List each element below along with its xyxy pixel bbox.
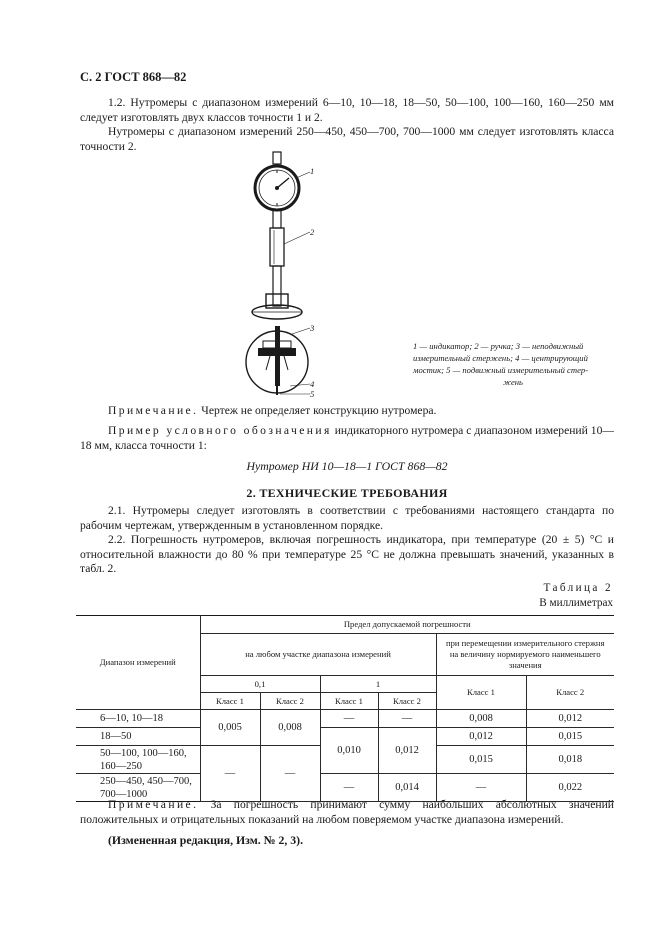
header-class-2: Класс 2	[260, 693, 320, 710]
table-cell: —	[436, 774, 526, 802]
table-cell: —	[260, 746, 320, 802]
callout-4: 4	[310, 379, 315, 389]
legend-line: мостик; 5 — подвижный измерительный стер-	[413, 365, 589, 375]
callout-1: 1	[310, 166, 315, 176]
header-step-0-1: 0,1	[200, 676, 320, 693]
clause-2-2-paragraph: 2.2. Погрешность нутромеров, включая погрешность индикатора, при температуре (20 ± 5) °С и относительной влажности до 80 % при температуре 25 °С не должна превышать значений, указанных в табл. 2.	[80, 533, 614, 576]
table-cell: 0,018	[526, 746, 614, 774]
header-class-2: Класс 2	[378, 693, 436, 710]
section-title: 2. ТЕХНИЧЕСКИЕ ТРЕБОВАНИЯ	[246, 486, 448, 500]
example-label: Пример условного обозначения	[108, 424, 332, 437]
table-cell: 0,012	[436, 728, 526, 746]
table-cell-range: 6—10, 10—18	[76, 710, 200, 728]
table-cell: —	[378, 710, 436, 728]
header-class-2: Класс 2	[526, 676, 614, 710]
table-cell-range: 50—100, 100—160, 160—250	[76, 746, 200, 774]
designation-example	[80, 424, 614, 453]
table-cell: 0,010	[320, 728, 378, 774]
callout-3: 3	[310, 323, 315, 333]
table-label: Таблица 2	[543, 582, 613, 594]
note-label: Примечание.	[108, 404, 199, 417]
header-range: Диапазон измерений	[76, 616, 200, 710]
page-header: С. 2 ГОСТ 868—82	[80, 70, 187, 84]
bore-gauge-drawing	[230, 148, 330, 400]
example-text: индикаторного нутромера с диапазоном измерений 10—18 мм, класса точности 1:	[80, 424, 614, 452]
callout-5: 5	[310, 389, 315, 399]
table-cell: —	[320, 774, 378, 802]
table-cell: 0,015	[526, 728, 614, 746]
header-step-1: 1	[320, 676, 436, 693]
legend-line: измерительный стержень; 4 — центрирующий	[413, 353, 588, 363]
note-text: За погрешность принимают сумму наибольших абсолютных значений положительных и отрицательных показаний на любом поверяемом участке диапазона измерений.	[80, 798, 614, 826]
header-movement: при перемещении измерительного стержня на величину нормируемого наименьшего значения	[436, 634, 614, 676]
table-cell-range: 18—50	[76, 728, 200, 746]
note-label: Примечание.	[108, 798, 199, 811]
table-cell: 0,012	[378, 728, 436, 774]
table-cell: 0,012	[526, 710, 614, 728]
header-class-1: Класс 1	[436, 676, 526, 710]
note-text: Чертеж не определяет конструкцию нутромера.	[198, 404, 437, 417]
table-cell: 0,014	[378, 774, 436, 802]
table-cell: 0,005	[200, 710, 260, 746]
table-cell: 0,008	[260, 710, 320, 746]
amendment-note: (Измененная редакция, Изм. № 2, 3).	[108, 833, 304, 847]
header-limit: Предел допускаемой погрешности	[200, 616, 614, 634]
table-cell: —	[320, 710, 378, 728]
designation-code: Нутромер НИ 10—18—1 ГОСТ 868—82	[246, 459, 448, 473]
header-any-section: на любом участке диапазона измерений	[200, 634, 436, 676]
table-units: В миллиметрах	[539, 597, 613, 609]
table-cell: 0,015	[436, 746, 526, 774]
clause-1-2-paragraph: 1.2. Нутромеры с диапазоном измерений 6—10, 10—18, 18—50, 50—100, 100—160, 160—250 мм следует изготовлять двух классов точности 1 и 2.	[80, 96, 614, 124]
note-drawing	[108, 404, 614, 419]
header-class-1: Класс 1	[320, 693, 378, 710]
clause-2-1-paragraph: 2.1. Нутромеры следует изготовлять в соответствии с требованиями настоящего стандарта по рабочим чертежам, утвержденным в установленном порядке.	[80, 504, 614, 532]
table-cell: 0,022	[526, 774, 614, 802]
tolerance-table	[76, 615, 614, 802]
clause-1-2-paragraph-2: Нутромеры с диапазоном измерений 250—450, 450—700, 700—1000 мм следует изготовлять класса точности 2.	[80, 125, 614, 153]
table-cell: —	[200, 746, 260, 802]
note-error-definition	[80, 798, 614, 827]
callout-2: 2	[310, 227, 315, 237]
table-cell-range: 250—450, 450—700, 700—1000	[76, 774, 200, 802]
figure-legend	[413, 340, 613, 388]
legend-line: 1 — индикатор; 2 — ручка; 3 — неподвижный	[413, 341, 584, 351]
header-class-1: Класс 1	[200, 693, 260, 710]
legend-line: жень	[503, 377, 523, 387]
table-cell: 0,008	[436, 710, 526, 728]
